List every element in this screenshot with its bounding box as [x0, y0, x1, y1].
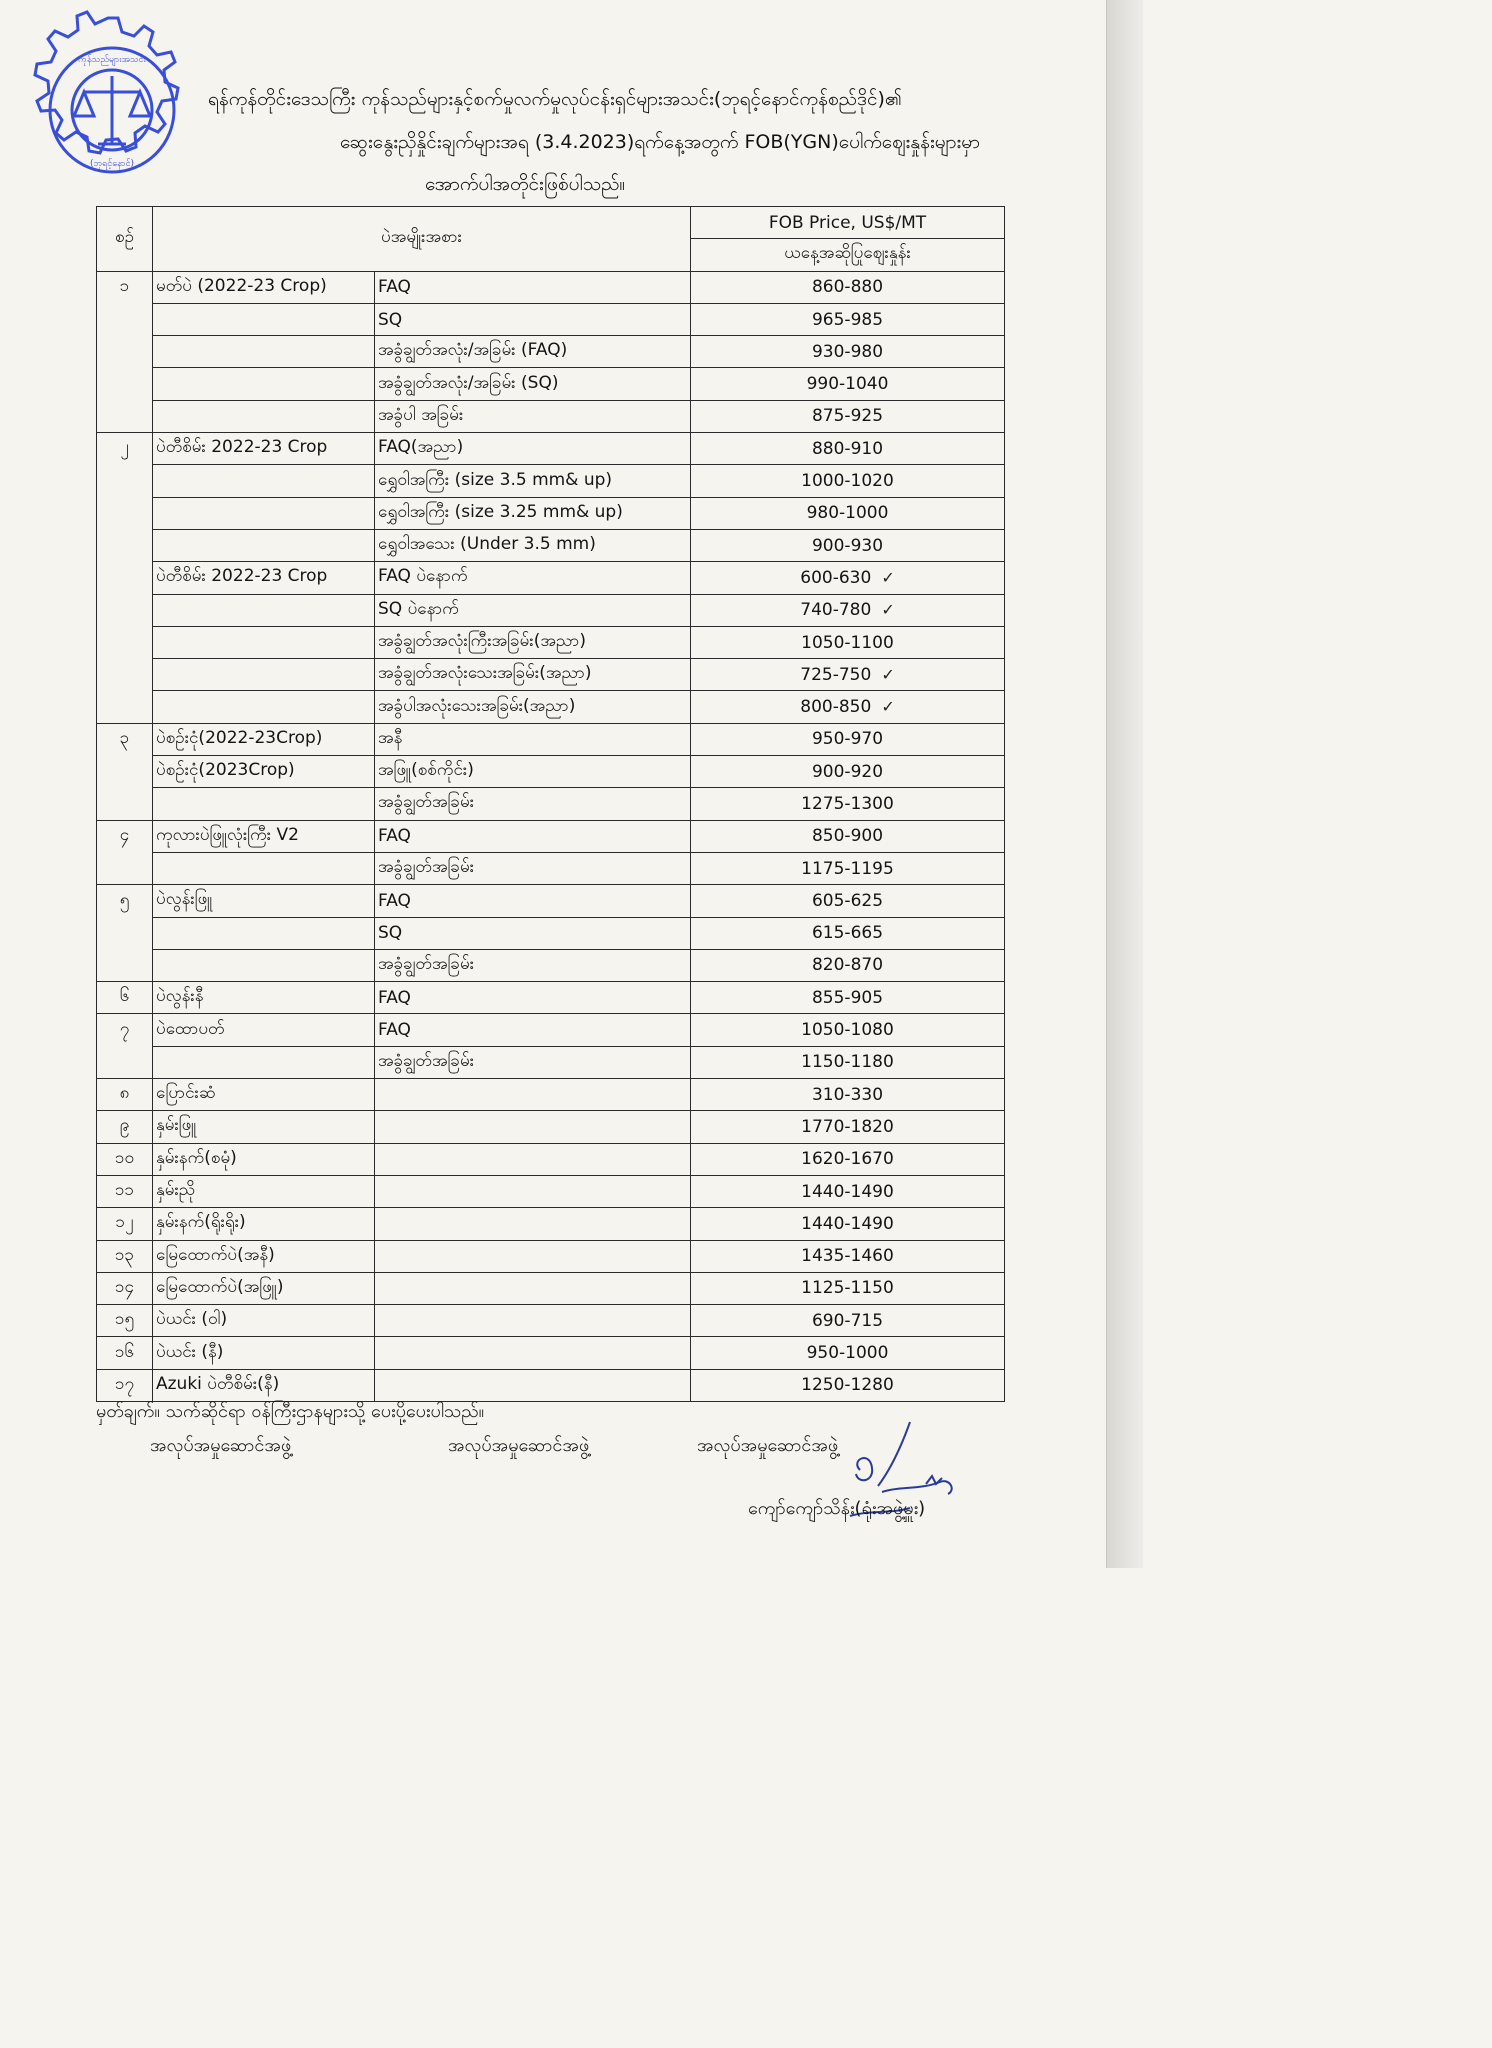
item-name	[153, 949, 375, 981]
price-value: 605-625	[811, 890, 884, 911]
item-grade: FAQ	[375, 885, 691, 917]
svg-text:ကုန်သည်များအသင်း: ကုန်သည်များအသင်း	[78, 55, 146, 65]
item-name: ပဲတီစိမ်း 2022-23 Crop	[153, 433, 375, 465]
table-row	[97, 1208, 1005, 1240]
item-name: နှမ်းဖြူ	[153, 1111, 375, 1143]
item-name	[153, 400, 375, 432]
item-grade: FAQ	[375, 271, 691, 303]
header-line-2: ဆွေးနွေးညှိနှိုင်းချက်များအရ (3.4.2023)ရက်နေ့အတွက် FOB(YGN)ပေါက်ဈေးနှုန်းများမှာ	[340, 131, 980, 153]
item-name	[153, 497, 375, 529]
checkmark-icon: ✓	[881, 664, 895, 684]
table-row	[97, 885, 1005, 917]
price-value: 1770-1820	[801, 1116, 894, 1137]
row-number	[97, 497, 153, 529]
row-number: ၅	[97, 885, 153, 917]
item-name	[153, 594, 375, 626]
column-header-no: စဉ်	[97, 207, 153, 272]
price-cell	[691, 562, 1005, 594]
table-row	[97, 400, 1005, 432]
table-row	[97, 594, 1005, 626]
price-value: 950-970	[811, 729, 884, 750]
price-cell	[691, 368, 1005, 400]
price-value: 600-630	[800, 567, 872, 588]
price-value: 1175-1195	[801, 858, 894, 879]
price-cell	[691, 400, 1005, 432]
item-grade: အခွံချွတ်အခြမ်း	[375, 1046, 691, 1078]
price-value: 1435-1460	[801, 1246, 894, 1267]
item-name: မြေထောက်ပဲ(အနီ)	[153, 1240, 375, 1272]
price-cell	[691, 756, 1005, 788]
item-grade	[375, 1369, 691, 1401]
price-cell	[691, 1143, 1005, 1175]
price-value: 855-905	[811, 987, 884, 1008]
table-row	[97, 1014, 1005, 1046]
table-row	[97, 1079, 1005, 1111]
item-name: ပဲလွန်းဖြူ	[153, 885, 375, 917]
table-row	[97, 626, 1005, 658]
item-name	[153, 691, 375, 723]
price-value: 690-715	[811, 1310, 884, 1331]
row-number: ၈	[97, 1079, 153, 1111]
item-grade: FAQ ပဲနောက်	[375, 562, 691, 594]
row-number: ၁၂	[97, 1208, 153, 1240]
price-cell	[691, 1369, 1005, 1401]
row-number	[97, 917, 153, 949]
item-grade: အခွံပါအလုံးသေးအခြမ်း(အညာ)	[375, 691, 691, 723]
item-name: ပဲစဉ်းငုံ(2023Crop)	[153, 756, 375, 788]
price-cell	[691, 1208, 1005, 1240]
price-cell	[691, 1305, 1005, 1337]
price-value: 1050-1080	[801, 1020, 894, 1041]
item-name	[153, 626, 375, 658]
price-value: 880-910	[811, 438, 884, 459]
price-value: 1250-1280	[801, 1375, 894, 1396]
executive-committee-label-3: အလုပ်အမှုဆောင်အဖွဲ့	[697, 1435, 839, 1456]
row-number	[97, 400, 153, 432]
item-grade: အဖြူ(စစ်ကိုင်း)	[375, 756, 691, 788]
price-value: 1000-1020	[801, 471, 894, 492]
price-value: 980-1000	[806, 503, 889, 524]
price-value: 1440-1490	[801, 1213, 894, 1234]
column-header-price-sub: ယနေ့အဆိုပြုဈေးနှုန်း	[691, 239, 1005, 271]
table-row	[97, 433, 1005, 465]
item-grade: အခွံချွတ်အခြမ်း	[375, 788, 691, 820]
item-name: မတ်ပဲ (2022-23 Crop)	[153, 271, 375, 303]
price-value: 990-1040	[806, 374, 889, 395]
table-row	[97, 336, 1005, 368]
item-name: ကုလားပဲဖြူလုံးကြီး V2	[153, 820, 375, 852]
item-grade: FAQ	[375, 820, 691, 852]
row-number	[97, 949, 153, 981]
row-number	[97, 465, 153, 497]
price-cell	[691, 497, 1005, 529]
price-cell	[691, 433, 1005, 465]
table-row	[97, 691, 1005, 723]
price-cell	[691, 788, 1005, 820]
price-cell	[691, 1240, 1005, 1272]
item-grade	[375, 1272, 691, 1304]
price-value: 930-980	[811, 341, 884, 362]
price-value: 860-880	[811, 277, 884, 298]
price-value: 850-900	[811, 826, 884, 847]
price-cell	[691, 820, 1005, 852]
row-number	[97, 659, 153, 691]
price-value: 1620-1670	[801, 1149, 894, 1170]
item-grade	[375, 1111, 691, 1143]
price-cell	[691, 1175, 1005, 1207]
item-name	[153, 336, 375, 368]
price-cell	[691, 1111, 1005, 1143]
price-value: 900-920	[811, 761, 884, 782]
row-number: ၁၆	[97, 1337, 153, 1369]
price-cell	[691, 529, 1005, 561]
table-row	[97, 1175, 1005, 1207]
row-number	[97, 691, 153, 723]
price-value: 1275-1300	[801, 793, 894, 814]
item-grade: အခွံချွတ်အခြမ်း	[375, 949, 691, 981]
item-name	[153, 788, 375, 820]
price-value: 615-665	[811, 923, 884, 944]
price-value: 800-850	[800, 697, 872, 718]
price-value: 1125-1150	[801, 1278, 894, 1299]
executive-committee-label-1: အလုပ်အမှုဆောင်အဖွဲ့	[150, 1435, 292, 1456]
price-cell	[691, 1337, 1005, 1369]
price-cell	[691, 659, 1005, 691]
item-name: Azuki ပဲတီစိမ်း(နီ)	[153, 1369, 375, 1401]
item-grade: အခွံချွတ်အလုံးကြီးအခြမ်း(အညာ)	[375, 626, 691, 658]
column-header-price: FOB Price, US$/MT	[691, 207, 1005, 239]
row-number	[97, 852, 153, 884]
table-row	[97, 562, 1005, 594]
table-row	[97, 1143, 1005, 1175]
table-row	[97, 1305, 1005, 1337]
table-row	[97, 271, 1005, 303]
item-grade: ရွှေဝါအကြီး (size 3.25 mm& up)	[375, 497, 691, 529]
price-value: 875-925	[811, 406, 884, 427]
item-grade	[375, 1240, 691, 1272]
item-name	[153, 852, 375, 884]
row-number: ၄	[97, 820, 153, 852]
row-number: ၁၅	[97, 1305, 153, 1337]
item-name	[153, 529, 375, 561]
price-value: 965-985	[811, 309, 884, 330]
price-cell	[691, 271, 1005, 303]
row-number: ၁၇	[97, 1369, 153, 1401]
checkmark-icon: ✓	[881, 697, 895, 717]
price-cell	[691, 917, 1005, 949]
table-row	[97, 982, 1005, 1014]
checkmark-icon: ✓	[881, 567, 895, 587]
price-cell	[691, 982, 1005, 1014]
item-name	[153, 303, 375, 335]
row-number: ၇	[97, 1014, 153, 1046]
item-name: ပဲတီစိမ်း 2022-23 Crop	[153, 562, 375, 594]
header-line-1: ရန်ကုန်တိုင်းဒေသကြီး ကုန်သည်များနှင့်စက်မှုလက်မှုလုပ်ငန်းရှင်များအသင်း(ဘုရင့်နောင်ကုန်စည်ဒိုင်)၏	[208, 88, 902, 110]
item-name: ပြောင်းဆံ	[153, 1079, 375, 1111]
row-number: ၃	[97, 723, 153, 755]
item-grade	[375, 1337, 691, 1369]
item-name	[153, 1046, 375, 1078]
item-grade: အနီ	[375, 723, 691, 755]
item-grade: အခွံပါ အခြမ်း	[375, 400, 691, 432]
price-cell	[691, 1079, 1005, 1111]
footer-note: မှတ်ချက်။ သက်ဆိုင်ရာ ဝန်ကြီးဌာနများသို့ ပေးပို့ပေးပါသည်။	[96, 1401, 485, 1422]
table-row	[97, 756, 1005, 788]
table-row	[97, 465, 1005, 497]
table-row	[97, 497, 1005, 529]
table-row	[97, 723, 1005, 755]
table-header-row	[97, 207, 1005, 239]
item-name: ပဲယင်း (နီ)	[153, 1337, 375, 1369]
row-number: ၁၃	[97, 1240, 153, 1272]
header-line-3: အောက်ပါအတိုင်းဖြစ်ပါသည်။	[425, 173, 626, 195]
item-name	[153, 917, 375, 949]
item-grade: FAQ	[375, 1014, 691, 1046]
item-grade: SQ	[375, 917, 691, 949]
item-name: မြေထောက်ပဲ(အဖြူ)	[153, 1272, 375, 1304]
page-edge	[1106, 0, 1143, 1568]
table-row	[97, 659, 1005, 691]
item-grade: FAQ	[375, 982, 691, 1014]
row-number: ၁၀	[97, 1143, 153, 1175]
row-number: ၁၄	[97, 1272, 153, 1304]
row-number	[97, 626, 153, 658]
price-cell	[691, 885, 1005, 917]
row-number: ၉	[97, 1111, 153, 1143]
table-row	[97, 368, 1005, 400]
price-cell	[691, 303, 1005, 335]
item-name: ပဲယင်း (ဝါ)	[153, 1305, 375, 1337]
item-name: ပဲစဉ်းငုံ(2022-23Crop)	[153, 723, 375, 755]
row-number	[97, 303, 153, 335]
price-cell	[691, 852, 1005, 884]
item-name	[153, 659, 375, 691]
row-number	[97, 1046, 153, 1078]
row-number	[97, 562, 153, 594]
row-number	[97, 336, 153, 368]
executive-committee-label-2: အလုပ်အမှုဆောင်အဖွဲ့	[448, 1435, 590, 1456]
table-row	[97, 1046, 1005, 1078]
item-grade	[375, 1305, 691, 1337]
item-name: နှမ်းနက်(ရိုးရိုး)	[153, 1208, 375, 1240]
table-row	[97, 529, 1005, 561]
price-value: 310-330	[811, 1084, 884, 1105]
row-number	[97, 756, 153, 788]
item-grade: SQ	[375, 303, 691, 335]
price-cell	[691, 1272, 1005, 1304]
row-number: ၁၁	[97, 1175, 153, 1207]
item-grade: FAQ(အညာ)	[375, 433, 691, 465]
table-row	[97, 917, 1005, 949]
item-name: ပဲလွန်းနီ	[153, 982, 375, 1014]
price-cell	[691, 691, 1005, 723]
row-number: ၁	[97, 271, 153, 303]
price-value: 725-750	[800, 664, 872, 685]
price-value: 820-870	[811, 955, 884, 976]
price-cell	[691, 949, 1005, 981]
table-row	[97, 1369, 1005, 1401]
item-name	[153, 465, 375, 497]
checkmark-icon: ✓	[881, 600, 895, 620]
item-grade	[375, 1208, 691, 1240]
table-row	[97, 788, 1005, 820]
price-cell	[691, 1014, 1005, 1046]
table-row	[97, 1240, 1005, 1272]
item-name	[153, 368, 375, 400]
price-table	[96, 206, 1005, 1402]
row-number	[97, 529, 153, 561]
price-value: 950-1000	[806, 1343, 889, 1364]
price-value: 740-780	[800, 600, 872, 621]
item-grade	[375, 1175, 691, 1207]
item-grade: အခွံချွတ်အလုံး/အခြမ်း (SQ)	[375, 368, 691, 400]
column-header-item: ပဲအမျိုးအစား	[153, 207, 691, 272]
price-cell	[691, 626, 1005, 658]
price-value: 1440-1490	[801, 1181, 894, 1202]
price-value: 900-930	[811, 535, 884, 556]
signer-name: ကျော်ကျော်သိန်း(ရုံးအဖွဲ့မှူး)	[748, 1498, 926, 1519]
price-cell	[691, 723, 1005, 755]
price-cell	[691, 594, 1005, 626]
svg-text:(ဘုရင့်နောင်): (ဘုရင့်နောင်)	[89, 159, 135, 169]
item-grade: အခွံချွတ်အလုံးသေးအခြမ်း(အညာ)	[375, 659, 691, 691]
item-grade	[375, 1143, 691, 1175]
table-row	[97, 1272, 1005, 1304]
row-number: ၂	[97, 433, 153, 465]
table-row	[97, 303, 1005, 335]
item-grade: ရွှေဝါအကြီး (size 3.5 mm& up)	[375, 465, 691, 497]
item-name: နှမ်းနက်(စမုံ)	[153, 1143, 375, 1175]
row-number: ၆	[97, 982, 153, 1014]
price-value: 1150-1180	[801, 1052, 894, 1073]
price-cell	[691, 1046, 1005, 1078]
table-row	[97, 852, 1005, 884]
item-grade: ရွှေဝါအသေး (Under 3.5 mm)	[375, 529, 691, 561]
price-cell	[691, 465, 1005, 497]
item-grade: SQ ပဲနောက်	[375, 594, 691, 626]
row-number	[97, 594, 153, 626]
table-row	[97, 820, 1005, 852]
association-seal-icon	[24, 6, 192, 202]
item-grade: အခွံချွတ်အခြမ်း	[375, 852, 691, 884]
table-row	[97, 949, 1005, 981]
item-name: နှမ်းညို	[153, 1175, 375, 1207]
item-name: ပဲထောပတ်	[153, 1014, 375, 1046]
table-row	[97, 1337, 1005, 1369]
price-cell	[691, 336, 1005, 368]
item-grade: အခွံချွတ်အလုံး/အခြမ်း (FAQ)	[375, 336, 691, 368]
item-grade	[375, 1079, 691, 1111]
row-number	[97, 788, 153, 820]
table-body	[97, 271, 1005, 1401]
price-value: 1050-1100	[801, 632, 894, 653]
table-row	[97, 1111, 1005, 1143]
row-number	[97, 368, 153, 400]
